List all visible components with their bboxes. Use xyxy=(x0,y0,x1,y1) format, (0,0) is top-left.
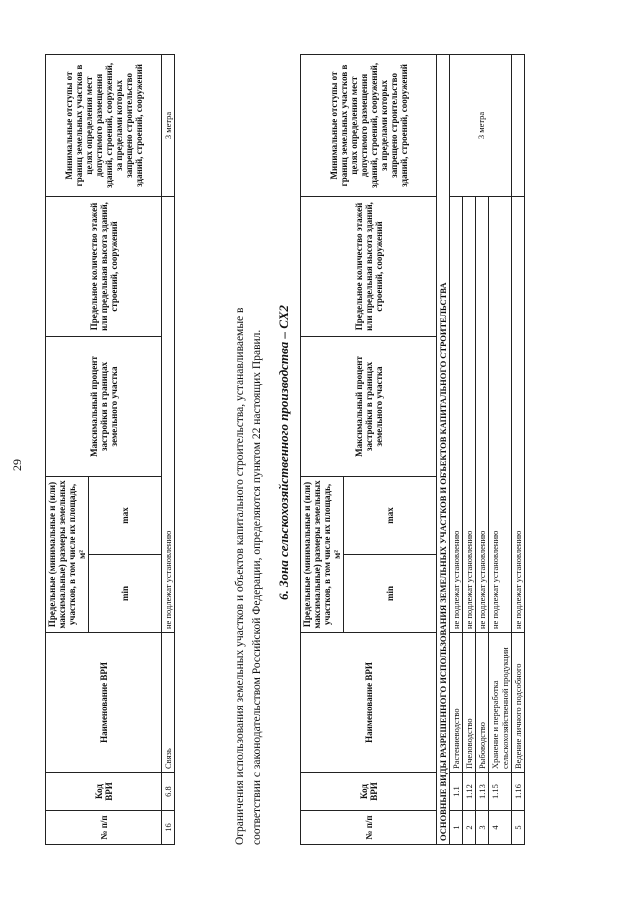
cell-name: Хранение и переработка сельскохозяйственной продукции xyxy=(489,633,512,773)
col-percent: Максимальный процент застройки в границах земельного участка xyxy=(46,336,162,476)
col-floors: Предельное количество этажей или предельная высота зданий, строений, сооружений xyxy=(301,196,437,336)
cell-area: не подлежат установлению xyxy=(476,196,489,632)
cell-name: Ведение личного подсобного xyxy=(512,633,525,773)
col-setback: Минимальные отступы от границ земельных участков в целях определения мест допустимого размещения зданий, строений, сооружений, за пределами которых запрещено строительство зданий, строений, сооружений xyxy=(301,54,437,196)
cell-code: 1.16 xyxy=(512,773,525,811)
zone-table xyxy=(300,54,525,845)
cell-num: 4 xyxy=(489,811,512,845)
cell-num: 1 xyxy=(450,811,463,845)
col-code: Код ВРИ xyxy=(301,773,437,811)
cell-code: 1.1 xyxy=(450,773,463,811)
col-min: min xyxy=(344,555,437,633)
cell-code: 1.13 xyxy=(476,773,489,811)
paragraph-line: Ограничения использования земельных участков и объектов капитального строительства, устанавливаемые в xyxy=(234,307,246,845)
section-title: ОСНОВНЫЕ ВИДЫ РАЗРЕШЕННОГО ИСПОЛЬЗОВАНИЯ ЗЕМЕЛЬНЫХ УЧАСТКОВ И ОБЪЕКТОВ КАПИТАЛЬНОГО СТРОИТЕЛЬСТВА xyxy=(437,54,450,844)
table-row xyxy=(162,54,175,844)
cell-code: 1.12 xyxy=(463,773,476,811)
col-num: № п/п xyxy=(301,811,437,845)
cell-area: не подлежат установлению xyxy=(512,196,525,632)
cell-name: Растениеводство xyxy=(450,633,463,773)
page-number: 29 xyxy=(10,459,24,471)
table-header-row xyxy=(301,54,344,844)
section-row xyxy=(437,54,450,844)
cell-name: Рыбоводство xyxy=(476,633,489,773)
col-min: min xyxy=(89,555,162,633)
cell-num: 3 xyxy=(476,811,489,845)
cell-num: 16 xyxy=(162,811,175,845)
col-floors: Предельное количество этажей или предельная высота зданий, строений, сооружений xyxy=(46,196,162,336)
cell-num: 5 xyxy=(512,811,525,845)
paragraph-line: соответствии с законодательством Российской Федерации, определяются пунктом 22 настоящих Правил. xyxy=(251,329,263,845)
col-name: Наименование ВРИ xyxy=(46,633,162,773)
zone-heading: 6. Зона сельскохозяйственного производства – СХ2 xyxy=(276,305,291,600)
cell-setback-empty xyxy=(512,54,525,196)
col-max: max xyxy=(89,476,162,554)
col-max: max xyxy=(344,476,437,554)
cell-name: Пчеловодство xyxy=(463,633,476,773)
col-code: Код ВРИ xyxy=(46,773,162,811)
restrictions-paragraph xyxy=(232,55,266,845)
col-setback: Минимальные отступы от границ земельных участков в целях определения мест допустимого размещения зданий, строений, сооружений, за пределами которых запрещено строительство зданий, строений, сооружений xyxy=(46,54,162,196)
cell-area: не подлежат установлению xyxy=(463,196,476,632)
table-row xyxy=(450,54,463,844)
col-name: Наименование ВРИ xyxy=(301,633,437,773)
cell-area: не подлежат установлению xyxy=(450,196,463,632)
cell-area: не подлежат установлению xyxy=(489,196,512,632)
col-percent: Максимальный процент застройки в границах земельного участка xyxy=(301,336,437,476)
table-header-row xyxy=(46,54,89,844)
col-area: Предельные (минимальные и (или) максимальные) размеры земельных участков, в том числе их площадь, м² xyxy=(46,476,89,632)
col-num: № п/п xyxy=(46,811,162,845)
table-row xyxy=(512,54,525,844)
col-area: Предельные (минимальные и (или) максимальные) размеры земельных участков, в том числе их площадь, м² xyxy=(301,476,344,632)
table-continued xyxy=(45,54,175,845)
cell-num: 2 xyxy=(463,811,476,845)
cell-setback: 3 метра xyxy=(450,54,512,196)
cell-name: Связь xyxy=(162,633,175,773)
cell-code: 6.8 xyxy=(162,773,175,811)
cell-setback: 3 метра xyxy=(162,54,175,196)
cell-area: не подлежат установлению xyxy=(162,196,175,632)
cell-code: 1.15 xyxy=(489,773,512,811)
